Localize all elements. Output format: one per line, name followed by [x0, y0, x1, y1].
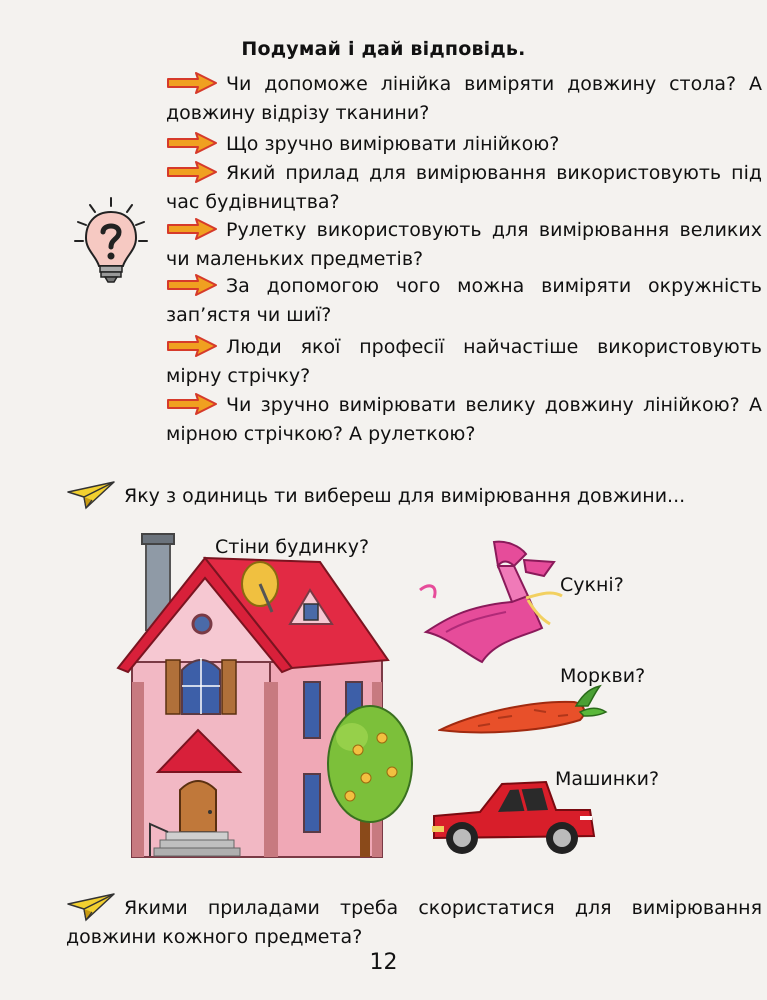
- label-car: Машинки?: [555, 768, 660, 790]
- arrow-icon: [166, 393, 218, 415]
- question-3: Який прилад для вимірювання використовують під час будівництва?: [166, 162, 762, 213]
- arrow-icon: [166, 218, 218, 240]
- task-1: Яку з одиниць ти вибереш для вимірювання довжини...: [66, 480, 762, 511]
- arrow-icon: [166, 335, 218, 357]
- question-5: За допомогою чого можна виміряти окружність зап’ястя чи шиї?: [166, 275, 762, 326]
- arrow-icon: [166, 72, 218, 94]
- house-illustration: [110, 532, 420, 862]
- question-bulb-icon: [72, 196, 150, 286]
- arrow-icon: [166, 274, 218, 296]
- question-1: Чи допоможе лінійка виміряти довжину стола? А довжину відрізу тканини?: [166, 73, 762, 124]
- label-dress: Сукні?: [560, 574, 624, 596]
- carrot-illustration: [438, 682, 608, 742]
- label-carrot: Моркви?: [560, 665, 646, 687]
- arrow-icon: [166, 132, 218, 154]
- car-illustration: [430, 772, 598, 860]
- page-title: Подумай і дай відповідь.: [241, 38, 526, 60]
- label-house-walls: Стіни будинку?: [215, 536, 370, 558]
- question-2: Що зручно вимірювати лінійкою?: [166, 130, 762, 159]
- question-4: Рулетку використовують для вимірювання великих чи маленьких предметів?: [166, 219, 762, 270]
- paper-plane-icon: [66, 892, 116, 922]
- paper-plane-icon: [66, 480, 116, 510]
- dress-illustration: [416, 536, 566, 676]
- question-7: Чи зручно вимірювати велику довжину лінійкою? А мірною стрічкою? А рулеткою?: [166, 394, 762, 445]
- arrow-icon: [166, 161, 218, 183]
- page-number: 12: [369, 950, 398, 975]
- question-6: Люди якої професії найчастіше використовують мірну стрічку?: [166, 336, 762, 387]
- task-2: Якими приладами треба скористатися для вимірювання довжини кожного предмета?: [66, 892, 762, 952]
